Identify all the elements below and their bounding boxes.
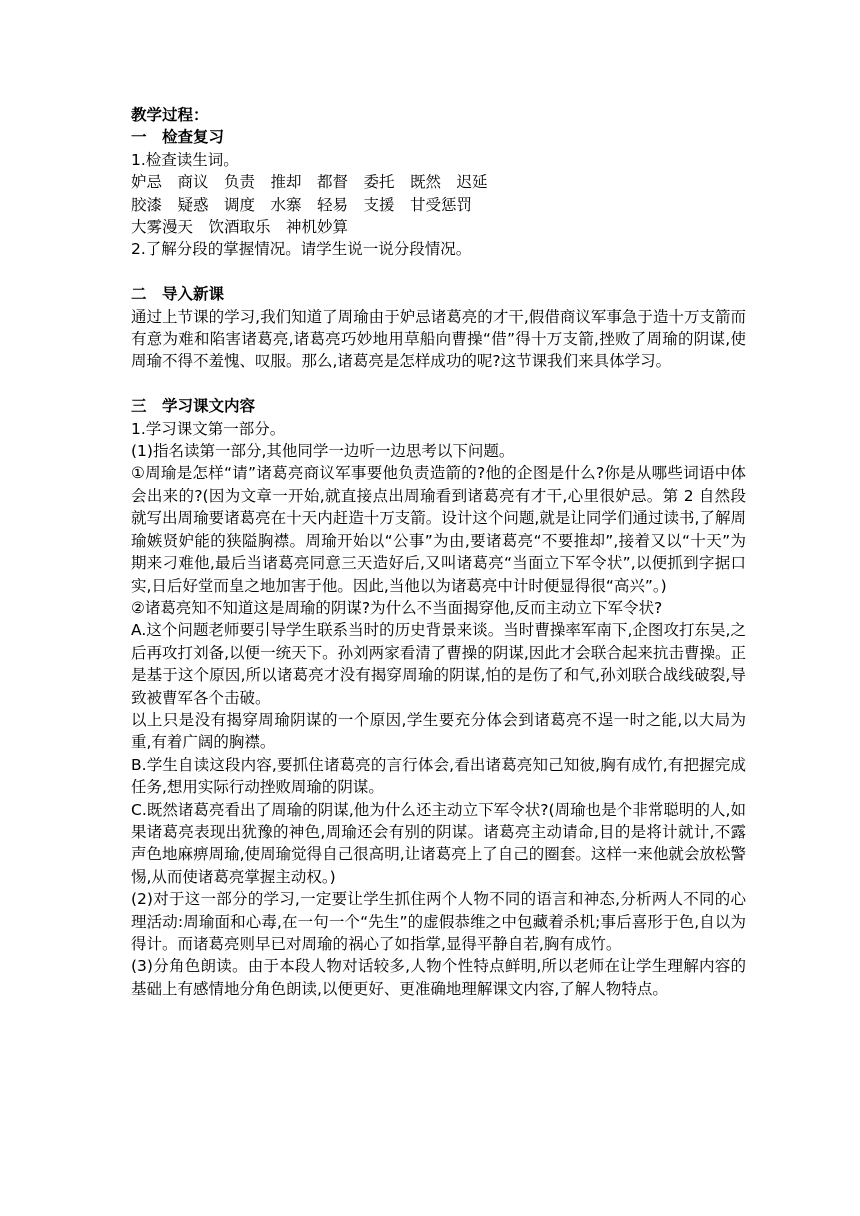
vocabulary-row-1: 妒忌 商议 负责 推却 都督 委托 既然 迟延 (131, 173, 488, 192)
document-heading: 教学过程： (131, 106, 209, 124)
section-3-title: 三 学习课文内容 (131, 397, 256, 416)
point-b: B.学生自读这段内容,要抓住诸葛亮的言行体会,看出诸葛亮知己知彼,胸有成竹,有把握完成任务,想用实际行动挫败周瑜的阴谋。 (131, 755, 746, 797)
section-1-title: 一 检查复习 (131, 128, 225, 147)
section-2-title: 二 导入新课 (131, 285, 225, 304)
vocabulary-row-3: 大雾漫天 饮酒取乐 神机妙算 (131, 218, 349, 237)
sub-item-2: (2)对于这一部分的学习,一定要让学生抓住两个人物不同的语言和神态,分析两人不同的心理活动:周瑜面和心毒,在一句一个“先生”的虚假恭维之中包藏着杀机;事后喜形于色,自以为得计。而诸葛亮则早已对周瑜的祸心了如指掌,显得平静自若,胸有成竹。 (131, 890, 746, 953)
section-2-paragraph: 通过上节课的学习,我们知道了周瑜由于妒忌诸葛亮的才干,假借商议军事急于造十万支箭而有意为难和陷害诸葛亮,诸葛亮巧妙地用草船向曹操“借”得十万支箭,挫败了周瑜的阴谋,使周瑜不得不羞愧、叹服。那么,诸葛亮是怎样成功的呢?这节课我们来具体学习。 (131, 307, 746, 371)
question-2: ②诸葛亮知不知道这是周瑜的阴谋?为什么不当面揭穿他,反而主动立下军令状? (131, 598, 663, 617)
vocabulary-row-2: 胶漆 疑惑 调度 水寨 轻易 支援 甘受惩罚 (131, 195, 473, 214)
sub-item-1: (1)指名读第一部分,其他同学一边听一边思考以下问题。 (131, 442, 515, 461)
lesson-document (131, 104, 746, 1000)
point-a: A.这个问题老师要引导学生联系当时的历史背景来谈。当时曹操率军南下,企图攻打东吴,之后再攻打刘备,以便一统天下。孙刘两家看清了曹操的阴谋,因此才会联合起来抗击曹操。正是基于这个原因,所以诸葛亮才没有揭穿周瑜的阴谋,怕的是伤了和气,孙刘联合战线破裂,导致被曹军各个击破。 (131, 621, 746, 707)
sub-item-3: (3)分角色朗读。由于本段人物对话较多,人物个性特点鲜明,所以老师在让学生理解内容的基础上有感情地分角色朗读,以便更好、更准确地理解课文内容,了解人物特点。 (131, 957, 746, 998)
spacer (131, 373, 746, 395)
section-1-item-2: 2.了解分段的掌握情况。请学生说一说分段情况。 (131, 240, 472, 259)
spacer (131, 261, 746, 283)
question-1: ①周瑜是怎样“请”诸葛亮商议军事要他负责造箭的?他的企图是什么?你是从哪些词语中体会出来的?(因为文章一开始,就直接点出周瑜看到诸葛亮有才干,心里很妒忌。第 2 自然段就写出周瑜要诸葛亮在十天内赶造十万支箭。设计这个问题,就是让同学们通过读书,了解周瑜嫉贤妒能的狭隘胸襟。周瑜开始以“公事”为由,要诸葛亮“不要推却”,接着又以“十天”为期来刁难他,最后当诸葛亮同意三天造好后,又叫诸葛亮“当面立下军令状”,以便抓到字据口实,日后好堂而皇之地加害于他。因此,当他以为诸葛亮中计时便显得很“高兴”。) (131, 464, 746, 595)
section-1-item-1: 1.检查读生词。 (131, 150, 239, 169)
point-c: C.既然诸葛亮看出了周瑜的阴谋,他为什么还主动立下军令状?(周瑜也是个非常聪明的人,如果诸葛亮表现出犹豫的神色,周瑜还会有别的阴谋。诸葛亮主动请命,目的是将计就计,不露声色地麻痹周瑜,使周瑜觉得自己很高明,让诸葛亮上了自己的圈套。这样一来他就会放松警惕,从而使诸葛亮掌握主动权。) (131, 800, 746, 886)
section-3-item-1: 1.学习课文第一部分。 (131, 419, 286, 438)
point-a-note: 以上只是没有揭穿周瑜阴谋的一个原因,学生要充分体会到诸葛亮不逞一时之能,以大局为重,有着广阔的胸襟。 (131, 710, 746, 752)
